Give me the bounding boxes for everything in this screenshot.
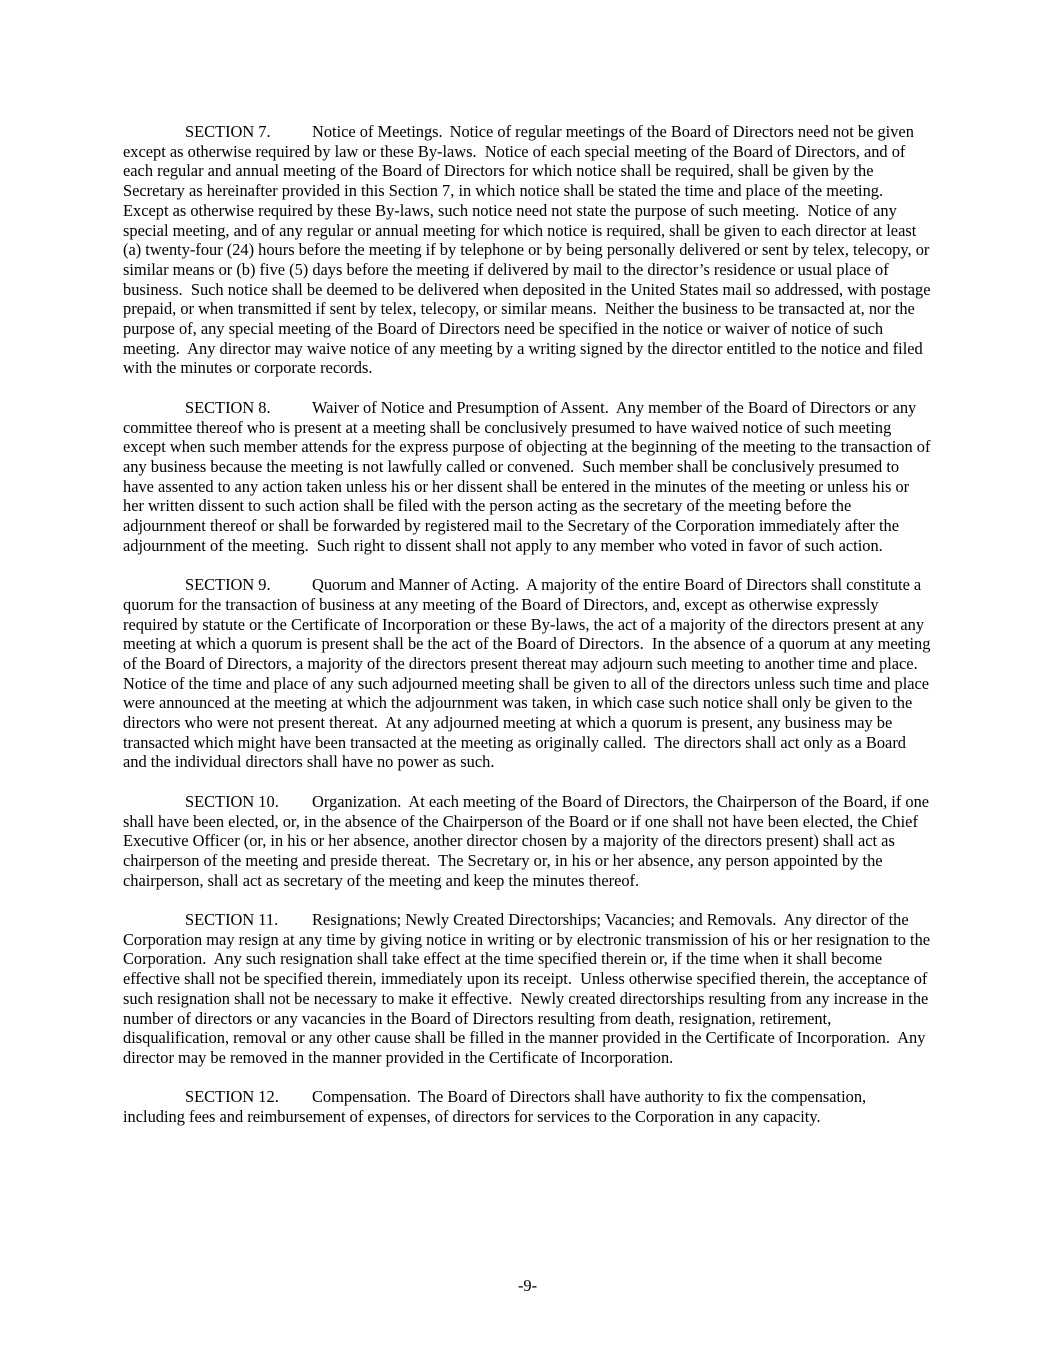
section-8-body: Any member of the Board of Directors or any committee thereof who is present at a meeting shall be conclusively presumed to have waived notice of such meeting except when such member attends for the express purpose of objecting at the beginning of the meeting to the transaction of any business because the meeting is not lawfully called or convened. Such member shall be conclusively presumed to have assented to any action taken unless his or her dissent shall be entered in the minutes of the meeting or unless his or her written dissent to such action shall be filed with the person acting as the secretary of the meeting before the adjournment thereof or shall be forwarded by registered mail to the Secretary of the Corporation immediately after the adjournment of the meeting. Such right to dissent shall not apply to any member who voted in favor of such action. bbox=[123, 397, 935, 555]
document-content bbox=[123, 122, 935, 1146]
section-9-paragraph bbox=[123, 575, 935, 772]
section-8-label: SECTION 8. bbox=[185, 397, 271, 417]
section-11-body: Any director of the Corporation may resign at any time by giving notice in writing or by electronic transmission of his or her resignation to the Corporation. Any such resignation shall take effect at the time specified therein or, if the time when it shall become effective shall not be specified therein, immediately upon its receipt. Unless otherwise specified therein, the acceptance of such resignation shall not be necessary to make it effective. Newly created directorships resulting from any increase in the number of directors or any vacancies in the Board of Directors resulting from death, resignation, retirement, disqualification, removal or any other cause shall be filled in the manner provided in the Certificate of Incorporation. Any director may be removed in the manner provided in the Certificate of Incorporation. bbox=[123, 910, 935, 1067]
section-11-paragraph bbox=[123, 910, 935, 1068]
section-9-label: SECTION 9. bbox=[185, 575, 271, 595]
section-12-body: The Board of Directors shall have authority to fix the compensation, including fees and reimbursement of expenses, of directors for services to the Corporation in any capacity. bbox=[123, 1087, 871, 1127]
section-12-title: Compensation. bbox=[312, 1087, 411, 1107]
section-10-body: At each meeting of the Board of Directors, the Chairperson of the Board, if one shall have been elected, or, in the absence of the Chairperson of the Board or if one shall not have been elected, the Chief Executive Officer (or, in his or her absence, another director chosen by a majority of the directors present) shall act as chairperson of the meeting and preside thereat. The Secretary or, in his or her absence, any person appointed by the chairperson, shall act as secretary of the meeting and keep the minutes thereof. bbox=[123, 791, 934, 890]
section-10-label: SECTION 10. bbox=[185, 791, 279, 811]
section-10-paragraph bbox=[123, 791, 934, 891]
section-8-paragraph bbox=[123, 397, 935, 556]
section-7-title: Notice of Meetings. bbox=[312, 122, 443, 141]
page-number: -9- bbox=[517, 1276, 538, 1295]
section-11-label: SECTION 11. bbox=[185, 910, 279, 930]
section-9-body: A majority of the entire Board of Directors shall constitute a quorum for the transaction of business at any meeting of the Board of Directors, and, except as otherwise expressly required by statute or the Certificate of Incorporation or these By-laws, the act of a majority of the directors present at any meeting at which a quorum is present shall be the act of the Board of Directors. In the absence of a quorum at any meeting of the Board of Directors, a majority of the directors present thereat may adjourn such meeting to another time and place. Notice of the time and place of any such adjourned meeting shall be given to all of the directors unless such time and place were announced at the meeting at which the adjournment was taken, in which case such notice shall only be given to the directors who were not present thereat. At any adjourned meeting at which a quorum is present, any business may be transacted which might have been transacted at the meeting as originally called. The directors shall act only as a Board and the individual directors shall have no power as such. bbox=[123, 575, 935, 772]
section-12-paragraph bbox=[123, 1087, 931, 1126]
section-12-label: SECTION 12. bbox=[185, 1087, 279, 1107]
section-8-title: Waiver of Notice and Presumption of Assent. bbox=[312, 397, 609, 417]
section-11-title: Resignations; Newly Created Directorships; Vacancies; and Removals. bbox=[312, 910, 777, 930]
section-10-title: Organization. bbox=[312, 791, 402, 811]
section-7-body: Notice of regular meetings of the Board of Directors need not be given except as otherwise required by law or these By-laws. Notice of each special meeting of the Board of Directors, and of each regular and annual meeting of the Board of Directors for which notice shall be required, shall be given by the Secretary as hereinafter provided in this Section 7, in which notice shall be stated the time and place of the meeting. Except as otherwise required by these By-laws, such notice need not state the purpose of such meeting. Notice of any special meeting, and of any regular or annual meeting for which notice is required, shall be given to each director at least (a) twenty-four (24) hours before the meeting if by telephone or by being personally delivered or sent by telex, telecopy, or similar means or (b) five (5) days before the meeting if delivered by mail to the director’s residence or usual place of business. Such notice shall be deemed to be delivered when deposited in the United States mail so addressed, with postage prepaid, or when transmitted if sent by telex, telecopy, or similar means. Neither the business to be transacted at, nor the purpose of, any special meeting of the Board of Directors need be specified in the notice or waiver of notice of such meeting. Any director may waive notice of any meeting by a writing signed by the director entitled to the notice and filed with the minutes or corporate records. bbox=[123, 122, 935, 378]
section-9-title: Quorum and Manner of Acting. bbox=[312, 575, 520, 595]
section-7-label: SECTION 7. bbox=[185, 122, 271, 141]
section-7-paragraph bbox=[123, 122, 935, 378]
